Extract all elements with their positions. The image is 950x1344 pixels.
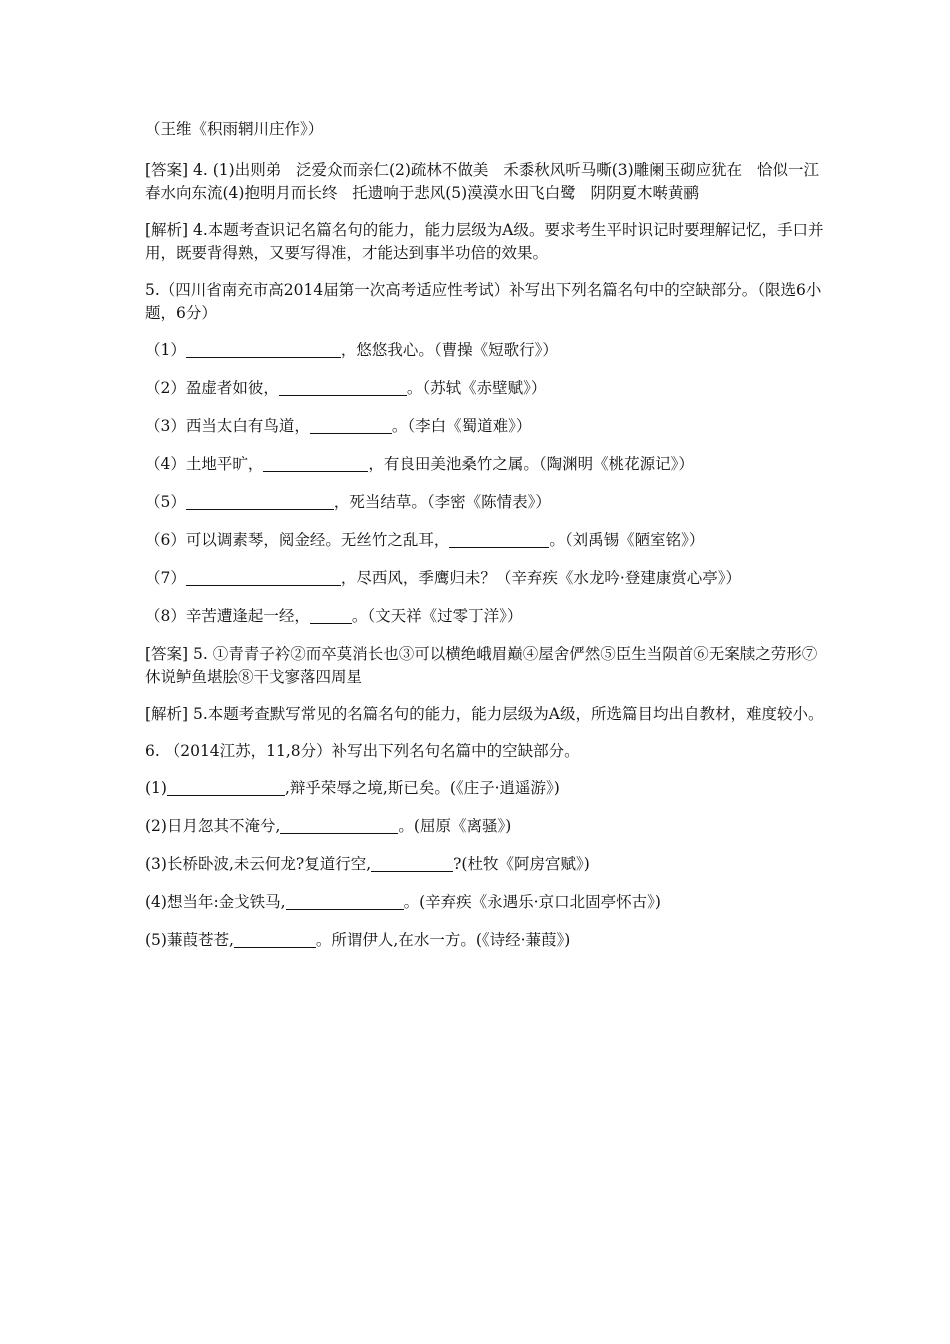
q5-item-6: （6）可以调素琴，阅金经。无丝竹之乱耳， 。（刘禹锡《陋室铭》）	[145, 531, 705, 549]
document-page	[145, 118, 825, 967]
fill-blank[interactable]	[186, 569, 341, 586]
fill-blank[interactable]	[263, 455, 368, 472]
q5-item-1: （1） ，悠悠我心。（曹操《短歌行》）	[145, 341, 558, 359]
q6-item-4: (4)想当年:金戈铁马, 。(辛弃疾《永遇乐·京口北固亭怀古》)	[145, 893, 661, 911]
fill-blank[interactable]	[449, 531, 549, 548]
fill-blank[interactable]	[286, 893, 404, 910]
q5-item-4: （4）土地平旷， ，有良田美池桑竹之属。（陶渊明《桃花源记》）	[145, 455, 694, 473]
fill-blank[interactable]	[186, 341, 341, 358]
q4-answer: [答案] 4. (1)出则弟 泛爱众而亲仁(2)疏林不做美 禾黍秋风听马嘶(3)雕阑玉砌应犹在 恰似一江春水向东流(4)抱明月而长终 托遗响于悲风(5)漠漠水田飞白鹭 阴阴夏木啭黄鹂	[145, 161, 819, 202]
q5-item-2: （2）盈虚者如彼， 。（苏轼《赤壁赋》）	[145, 379, 547, 397]
q5-item-5: （5） ，死当结草。（李密《陈情表》）	[145, 493, 551, 511]
q5-item-7: （7） ，尽西风，季鹰归未？（辛弃疾《水龙吟·登建康赏心亭》）	[145, 569, 742, 587]
fill-blank[interactable]	[234, 931, 316, 948]
q4-analysis: [解析] 4.本题考查识记名篇名句的能力，能力层级为A级。要求考生平时识记时要理解记忆，手口并用，既要背得熟，又要写得准，才能达到事半功倍的效果。	[145, 221, 824, 262]
source-line: （王维《积雨辋川庄作》）	[145, 120, 324, 138]
fill-blank[interactable]	[371, 855, 453, 872]
fill-blank[interactable]	[186, 493, 334, 510]
fill-blank[interactable]	[310, 607, 352, 624]
q5-item-8: （8）辛苦遭逢起一经， 。（文天祥《过零丁洋》）	[145, 607, 523, 625]
q6-stem: 6. （2014江苏，11,8分）补写出下列名句名篇中的空缺部分。	[145, 742, 580, 760]
fill-blank[interactable]	[310, 417, 392, 434]
q6-item-2: (2)日月忽其不淹兮, 。(屈原《离骚》)	[145, 817, 512, 835]
q5-answer: [答案] 5. ①青青子衿②而卒莫消长也③可以横绝峨眉巅④屋舍俨然⑤臣生当陨首⑥无案牍之劳形⑦休说鲈鱼堪脍⑧干戈寥落四周星	[145, 645, 818, 686]
q6-item-5: (5)蒹葭苍苍, 。所谓伊人,在水一方。(《诗经·蒹葭》)	[145, 931, 571, 949]
fill-blank[interactable]	[280, 817, 398, 834]
q6-item-1: (1) ,辩乎荣辱之境,斯已矣。(《庄子·逍遥游》)	[145, 779, 560, 797]
fill-blank[interactable]	[279, 379, 407, 396]
q5-stem: 5.（四川省南充市高2014届第一次高考适应性考试）补写出下列名篇名句中的空缺部分。（限选6小题，6分）	[145, 281, 822, 322]
fill-blank[interactable]	[167, 779, 285, 796]
q5-analysis: [解析] 5.本题考查默写常见的名篇名句的能力，能力层级为A级，所选篇目均出自教材，难度较小。	[145, 705, 824, 723]
q5-item-3: （3）西当太白有鸟道， 。（李白《蜀道难》）	[145, 417, 532, 435]
q6-item-3: (3)长桥卧波,未云何龙?复道行空, ?(杜牧《阿房宫赋》)	[145, 855, 590, 873]
